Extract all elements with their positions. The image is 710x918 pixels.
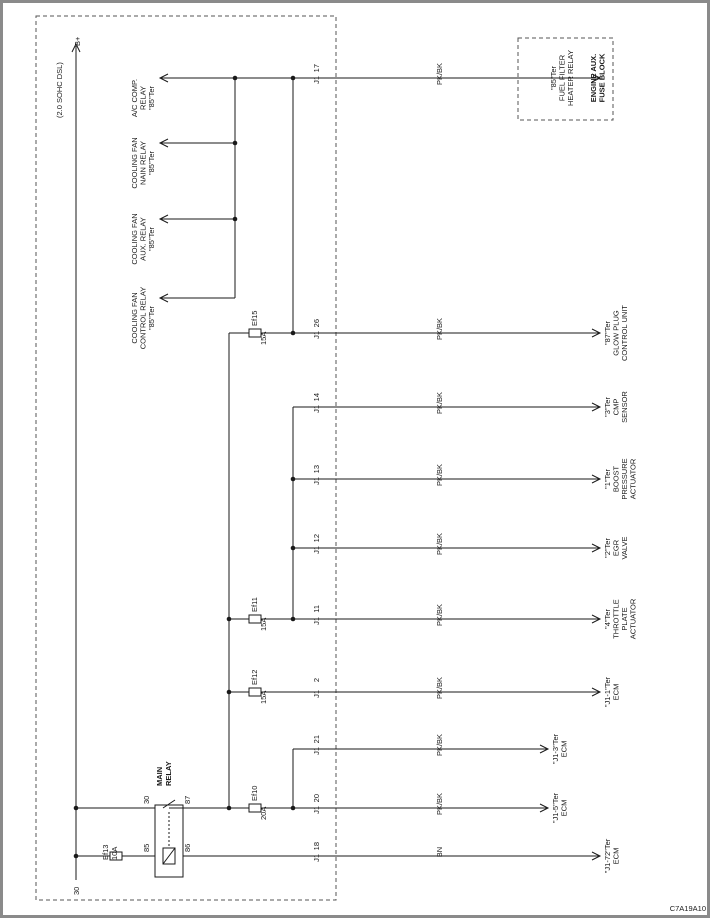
- connector-label: J1: [312, 546, 321, 554]
- wire-color-label: PK/BK: [435, 463, 444, 487]
- destination-label: ECM: [611, 847, 621, 865]
- connector-label: J1: [312, 477, 321, 485]
- wire-color-label: PK/BK: [435, 603, 444, 627]
- pin-label: 20: [312, 794, 321, 803]
- connector-label: J1: [312, 617, 321, 625]
- destination-label: EGR: [611, 539, 621, 557]
- relay-labels: [130, 79, 156, 349]
- wire-color-label: PK/BK: [435, 792, 444, 816]
- module-label: (2.0 SOHC DSL): [55, 62, 64, 118]
- ignition-label: 30: [72, 886, 81, 895]
- fuse-rating: 15A: [259, 690, 268, 704]
- wire-color-label: BN: [435, 846, 444, 858]
- relay-label: COOLING FAN: [130, 292, 139, 344]
- page-border: [2, 2, 709, 917]
- wire-color-label: PK/BK: [435, 676, 444, 700]
- pin-label: 14: [312, 393, 321, 402]
- junction-dot: [233, 141, 238, 146]
- fuse-rating: 15A: [259, 331, 268, 345]
- destination-label: "3"Ter: [603, 397, 612, 417]
- fuse-name: Ef13: [101, 844, 110, 860]
- circuit-labels: [312, 63, 444, 862]
- fuse-block-device-label: "85"Ter: [549, 65, 558, 91]
- fuse-name: Ef11: [250, 597, 259, 612]
- relay-label: AUX. RELAY: [138, 217, 148, 261]
- connector-label: J1: [312, 76, 321, 84]
- relay-label: RELAY: [138, 85, 148, 111]
- pin-label: 2: [312, 678, 321, 683]
- fuse-block-title: FUSE BLOCK: [597, 53, 607, 103]
- destination-label: "1"Ter: [603, 469, 612, 489]
- junction-dot: [291, 806, 296, 811]
- fuse-name: Ef12: [250, 669, 259, 685]
- connector-label: J1: [312, 331, 321, 339]
- junction-dot: [291, 546, 296, 551]
- junction-dot: [291, 76, 296, 81]
- pin-label: 13: [312, 465, 321, 474]
- pin-label: 11: [312, 605, 321, 613]
- relay-label: A/C COMP.: [130, 78, 139, 118]
- connector-label: J1: [312, 690, 321, 698]
- destination-label: "J1-3"Ter: [551, 733, 560, 765]
- destination-label: CMP: [611, 398, 621, 416]
- destination-label: "2"Ter: [603, 538, 612, 558]
- module-boundary: [36, 16, 336, 900]
- destination-label: "J1-1"Ter: [603, 676, 612, 708]
- wire-color-label: PK/BK: [435, 62, 444, 86]
- wire-color-label: PK/BK: [435, 733, 444, 757]
- destination-label: THROTTLE: [611, 599, 621, 639]
- destination-label: ECM: [559, 740, 569, 758]
- fuse-block-title: ENGINE AUX.: [589, 53, 598, 103]
- main-relay-title-2: RELAY: [164, 761, 173, 786]
- junction-dot: [233, 76, 238, 81]
- main-relay-pin: 30: [142, 795, 151, 804]
- junction-dot: [291, 617, 296, 622]
- battery-label: B+: [73, 36, 82, 46]
- destination-label: ACTUATOR: [628, 458, 638, 500]
- destination-label: VALVE: [620, 536, 629, 560]
- connector-label: J1: [312, 854, 321, 862]
- destination-label: ECM: [611, 683, 621, 701]
- relay-label: "85"Ter: [147, 305, 156, 331]
- connector-label: J1: [312, 806, 321, 814]
- main-relay-pin: 87: [183, 795, 192, 804]
- relay-label: "85"Ter: [147, 226, 156, 252]
- destination-label: "4"Ter: [603, 609, 612, 629]
- relay-label: COOLING FAN: [130, 137, 139, 189]
- destination-label: ACTUATOR: [628, 598, 638, 640]
- junction-dot: [233, 217, 238, 222]
- pin-label: 21: [312, 735, 321, 744]
- destination-label: PRESSURE: [620, 458, 629, 500]
- junction-dot: [291, 477, 296, 482]
- destination-label: GLOW PLUG: [611, 310, 621, 356]
- fuse-name: Ef15: [250, 310, 259, 326]
- fuse-block-device-label: FUEL FILTER: [557, 54, 567, 102]
- destination-label: BOOST: [611, 465, 621, 493]
- fuse-rating: 15A: [259, 617, 268, 631]
- connector-label: J1: [312, 747, 321, 755]
- main-relay-pin: 86: [183, 843, 192, 852]
- destination-label: CONTROL UNIT: [620, 305, 629, 361]
- relay-label: COOLING FAN: [130, 213, 139, 265]
- fuse-rating: 10A: [110, 846, 119, 860]
- destination-label: PLATE: [620, 607, 629, 631]
- connector-label: J1: [312, 405, 321, 413]
- destination-label: "J1-5"Ter: [551, 792, 560, 824]
- wire-color-label: PK/BK: [435, 532, 444, 556]
- destination-labels: [551, 305, 638, 874]
- pin-label: 18: [312, 842, 321, 851]
- destination-label: ECM: [559, 799, 569, 817]
- fuse-block-device-label: HEATER RELAY: [566, 50, 575, 106]
- fuse-rating: 20A: [259, 806, 268, 820]
- pin-label: 12: [312, 534, 321, 543]
- relay-label: NAIN RELAY: [138, 140, 148, 186]
- main-relay-pin: 85: [142, 843, 151, 852]
- figure-code: C7A19A10: [669, 904, 706, 913]
- wire-color-label: PK/BK: [435, 391, 444, 415]
- wire-color-label: PK/BK: [435, 317, 444, 341]
- main-relay-title-1: MAIN: [155, 766, 164, 786]
- relay-label: CONTROL RELAY: [138, 286, 148, 350]
- pin-label: 26: [312, 319, 321, 328]
- destination-label: SENSOR: [620, 391, 629, 423]
- destination-arrows: [540, 74, 600, 860]
- relay-label: "85"Ter: [147, 150, 156, 176]
- destination-label: "J1-72"Ter: [603, 838, 612, 874]
- pin-label: 17: [312, 64, 321, 73]
- fuse-name: Ef10: [250, 785, 259, 801]
- destination-label: "87"Ter: [603, 320, 612, 346]
- relay-label: "85"Ter: [147, 85, 156, 111]
